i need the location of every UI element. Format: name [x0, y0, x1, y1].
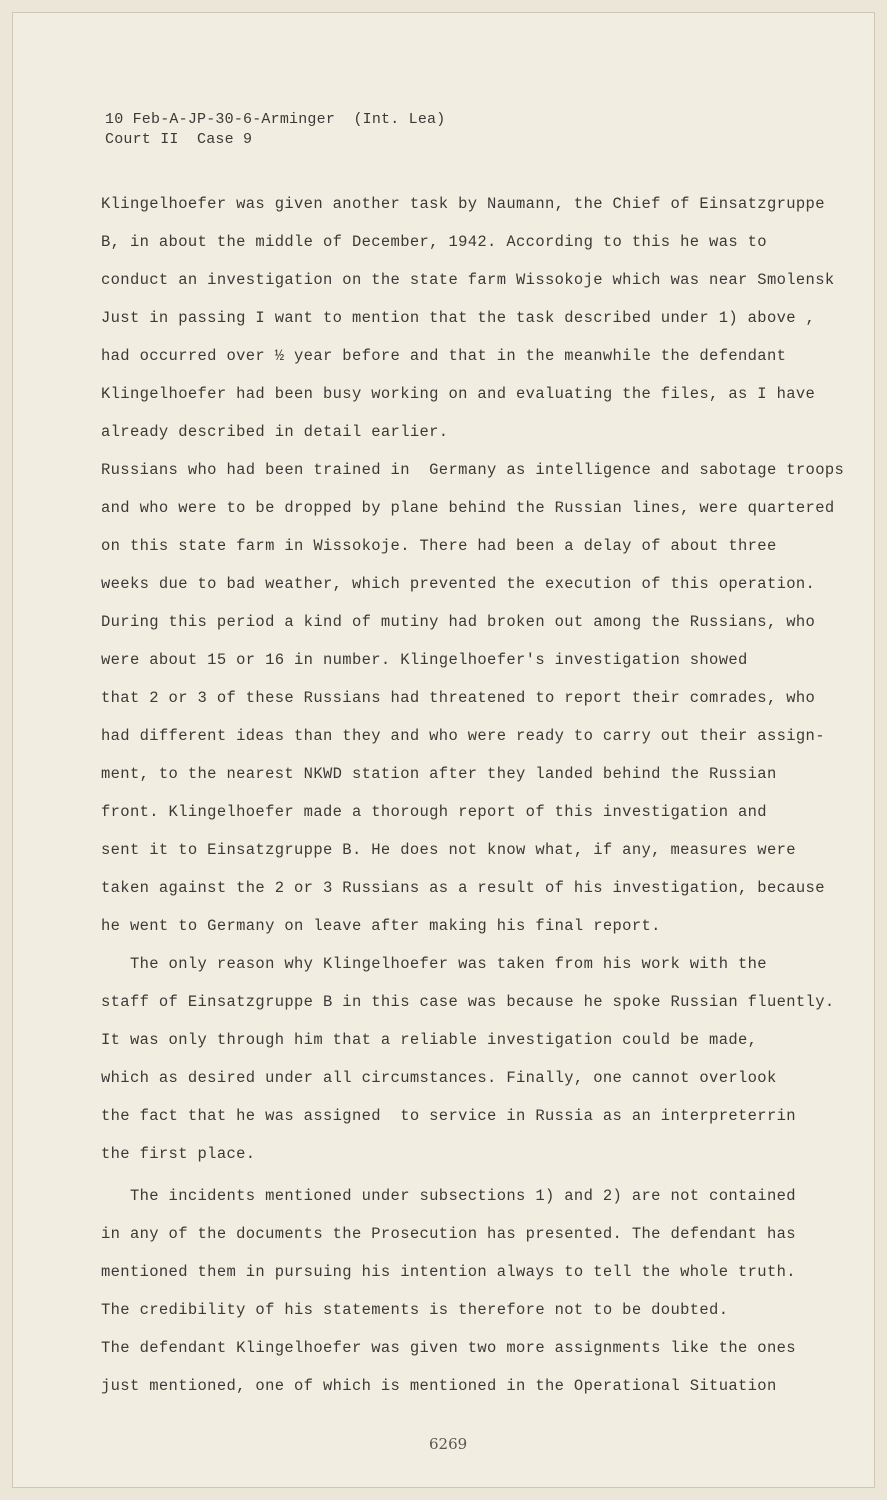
- text-line: mentioned them in pursuing his intention always to tell the whole truth.: [101, 1263, 796, 1281]
- text-line: The only reason why Klingelhoefer was taken from his work with the: [101, 955, 767, 973]
- text-line: Russians who had been trained in Germany as intelligence and sabotage troops: [101, 461, 845, 479]
- text-line: the fact that he was assigned to service in Russia as an interpreterrin: [101, 1107, 796, 1125]
- document-header: [105, 110, 445, 150]
- text-line: The credibility of his statements is therefore not to be doubted.: [101, 1301, 729, 1319]
- text-line: had different ideas than they and who were ready to carry out their assign-: [101, 727, 825, 745]
- text-line: the first place.: [101, 1145, 256, 1163]
- text-line: in any of the documents the Prosecution has presented. The defendant has: [101, 1225, 796, 1243]
- text-line: The incidents mentioned under subsections 1) and 2) are not contained: [101, 1187, 796, 1205]
- text-line: weeks due to bad weather, which prevented the execution of this operation.: [101, 575, 816, 593]
- text-line: ment, to the nearest NKWD station after they landed behind the Russian: [101, 765, 777, 783]
- text-line: conduct an investigation on the state farm Wissokoje which was near Smolensk: [101, 271, 835, 289]
- text-line: and who were to be dropped by plane behind the Russian lines, were quartered: [101, 499, 835, 517]
- text-line: just mentioned, one of which is mentioned in the Operational Situation: [101, 1377, 777, 1395]
- header-reference-line: 10 Feb-A-JP-30-6-Arminger (Int. Lea): [105, 111, 446, 128]
- text-line: The defendant Klingelhoefer was given two more assignments like the ones: [101, 1339, 796, 1357]
- text-line: already described in detail earlier.: [101, 423, 449, 441]
- text-line: Klingelhoefer was given another task by Naumann, the Chief of Einsatzgruppe: [101, 195, 825, 213]
- text-line: During this period a kind of mutiny had broken out among the Russians, who: [101, 613, 816, 631]
- text-line: Just in passing I want to mention that the task described under 1) above ,: [101, 309, 816, 327]
- text-line: B, in about the middle of December, 1942. According to this he was to: [101, 233, 767, 251]
- header-court-line: Court II Case 9: [105, 131, 253, 148]
- page-number: 6269: [429, 1435, 468, 1453]
- document-page: [12, 12, 875, 1488]
- text-line: sent it to Einsatzgruppe B. He does not know what, if any, measures were: [101, 841, 796, 859]
- text-line: which as desired under all circumstances. Finally, one cannot overlook: [101, 1069, 777, 1087]
- text-line: were about 15 or 16 in number. Klingelhoefer's investigation showed: [101, 651, 748, 669]
- text-line: front. Klingelhoefer made a thorough report of this investigation and: [101, 803, 767, 821]
- text-line: Klingelhoefer had been busy working on and evaluating the files, as I have: [101, 385, 816, 403]
- text-line: taken against the 2 or 3 Russians as a result of his investigation, because: [101, 879, 825, 897]
- text-line: staff of Einsatzgruppe B in this case was because he spoke Russian fluently.: [101, 993, 835, 1011]
- text-line: he went to Germany on leave after making his final report.: [101, 917, 661, 935]
- text-line: that 2 or 3 of these Russians had threatened to report their comrades, who: [101, 689, 816, 707]
- text-line: on this state farm in Wissokoje. There had been a delay of about three: [101, 537, 777, 555]
- text-line: had occurred over ½ year before and that in the meanwhile the defendant: [101, 347, 787, 365]
- text-line: It was only through him that a reliable investigation could be made,: [101, 1031, 758, 1049]
